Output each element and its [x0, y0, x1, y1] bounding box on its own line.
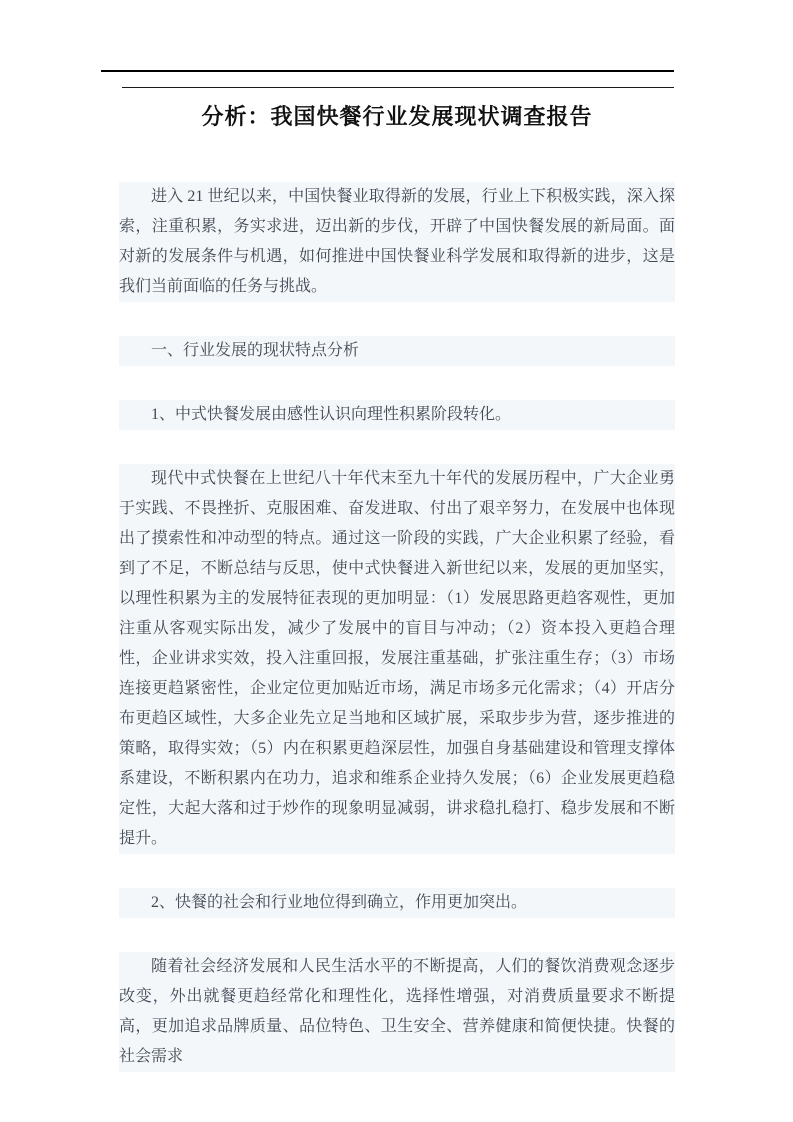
section-1-heading: 一、行业发展的现状特点分析 [119, 336, 675, 366]
point-2-heading: 2、快餐的社会和行业地位得到确立，作用更加突出。 [119, 888, 675, 918]
header-rule-bottom [122, 87, 674, 88]
point-1-paragraph: 现代中式快餐在上世纪八十年代末至九十年代的发展历程中，广大企业勇于实践、不畏挫折、克服困难、奋发进取、付出了艰辛努力，在发展中也体现出了摸索性和冲动型的特点。通过这一阶段的实践，广大企业积累了经验，看到了不足，不断总结与反思，使中式快餐进入新世纪以来，发展的更加坚实，以理性积累为主的发展特征表现的更加明显：（1）发展思路更趋客观性，更加注重从客观实际出发，减少了发展中的盲目与冲动；（2）资本投入更趋合理性，企业讲求实效，投入注重回报，发展注重基础，扩张注重生存；（3）市场连接更趋紧密性，企业定位更加贴近市场，满足市场多元化需求；（4）开店分布更趋区域性，大多企业先立足当地和区域扩展，采取步步为营，逐步推进的策略，取得实效；（5）内在积累更趋深层性，加强自身基础建设和管理支撑体系建设，不断积累内在功力，追求和维系企业持久发展；（6）企业发展更趋稳定性，大起大落和过于炒作的现象明显减弱，讲求稳扎稳打、稳步发展和不断提升。 [119, 464, 675, 854]
document-title: 分析：我国快餐行业发展现状调查报告 [201, 104, 593, 129]
point-1-heading: 1、中式快餐发展由感性认识向理性积累阶段转化。 [119, 400, 675, 430]
document-content [119, 96, 675, 1072]
header-rule-top [101, 70, 674, 72]
intro-paragraph: 进入 21 世纪以来，中国快餐业取得新的发展，行业上下积极实践，深入探索，注重积累，务实求进，迈出新的步伐，开辟了中国快餐发展的新局面。面对新的发展条件与机遇，如何推进中国快餐业科学发展和取得新的进步，这是我们当前面临的任务与挑战。 [119, 182, 675, 302]
point-2-paragraph: 随着社会经济发展和人民生活水平的不断提高，人们的餐饮消费观念逐步改变，外出就餐更趋经常化和理性化，选择性增强，对消费质量要求不断提高，更加追求品牌质量、品位特色、卫生安全、营养健康和简便快捷。快餐的社会需求 [119, 952, 675, 1072]
